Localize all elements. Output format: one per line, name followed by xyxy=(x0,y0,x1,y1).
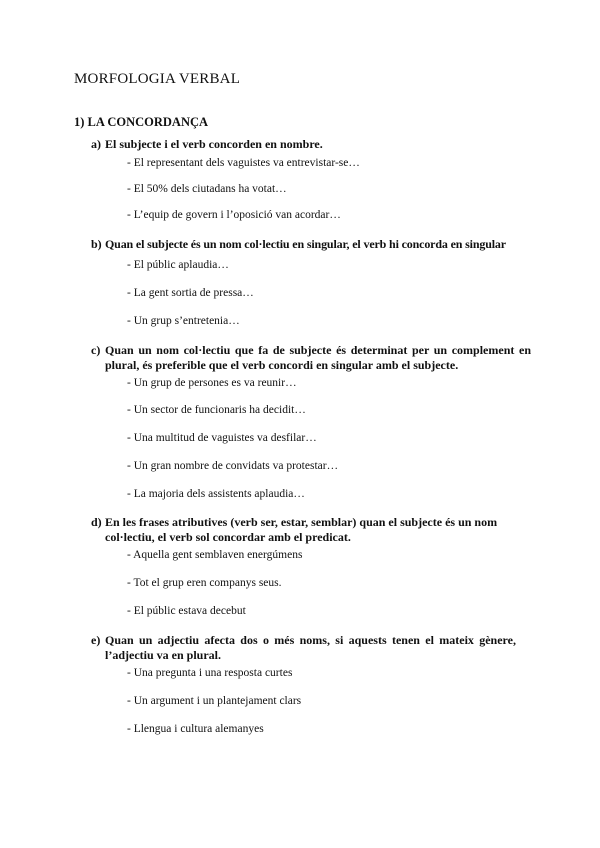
rule-text: En les frases atributives (verb ser, estar, semblar) quan el subjecte és un nom col·lectiu, el verb sol concordar amb el predicat. xyxy=(105,515,498,544)
example-item: - Llengua i cultura alemanyes xyxy=(127,723,264,735)
section-number: 1) xyxy=(74,115,85,129)
rule-text: Quan un nom col·lectiu que fa de subjecte és determinat per un complement en plural, és preferible que el verb concordi en singular amb el subjecte. xyxy=(105,343,531,372)
rule-marker: e) xyxy=(91,633,101,647)
example-item: - Tot el grup eren companys seus. xyxy=(127,577,282,589)
example-item: - Aquella gent semblaven energúmens xyxy=(127,549,303,561)
example-item: - Un grup s’entretenia… xyxy=(127,315,240,327)
rule-marker: d) xyxy=(91,515,102,529)
example-item: - El públic estava decebut xyxy=(127,605,246,617)
rule-d xyxy=(91,515,516,545)
rule-a xyxy=(91,137,531,152)
example-item: - La majoria dels assistents aplaudia… xyxy=(127,488,305,500)
example-item: - Un grup de persones es va reunir… xyxy=(127,377,297,389)
document-title: MORFOLOGIA VERBAL xyxy=(74,71,241,87)
rule-text: El subjecte i el verb concorden en nombre. xyxy=(105,137,323,151)
rule-e xyxy=(91,633,516,663)
rule-marker: b) xyxy=(91,237,102,251)
example-item: - L’equip de govern i l’oposició van acordar… xyxy=(127,209,341,221)
rule-text: Quan el subjecte és un nom col·lectiu en singular, el verb hi concorda en singular xyxy=(105,237,506,251)
example-item: - Un sector de funcionaris ha decidit… xyxy=(127,404,306,416)
rule-marker: c) xyxy=(91,343,101,357)
example-item: - El públic aplaudia… xyxy=(127,259,229,271)
example-item: - El representant dels vaguistes va entrevistar-se… xyxy=(127,157,360,169)
example-item: - El 50% dels ciutadans ha votat… xyxy=(127,183,287,195)
rule-b xyxy=(91,237,541,252)
example-item: - Un gran nombre de convidats va protestar… xyxy=(127,460,339,472)
section-title: LA CONCORDANÇA xyxy=(87,115,209,129)
example-item: - Una pregunta i una resposta curtes xyxy=(127,667,293,679)
rule-c xyxy=(91,343,531,373)
example-item: - La gent sortia de pressa… xyxy=(127,287,254,299)
rule-text: Quan un adjectiu afecta dos o més noms, si aquests tenen el mateix gènere, l’adjectiu va en plural. xyxy=(105,633,516,662)
section-heading xyxy=(74,115,208,130)
example-item: - Una multitud de vaguistes va desfilar… xyxy=(127,432,317,444)
example-item: - Un argument i un plantejament clars xyxy=(127,695,302,707)
rule-marker: a) xyxy=(91,137,101,151)
